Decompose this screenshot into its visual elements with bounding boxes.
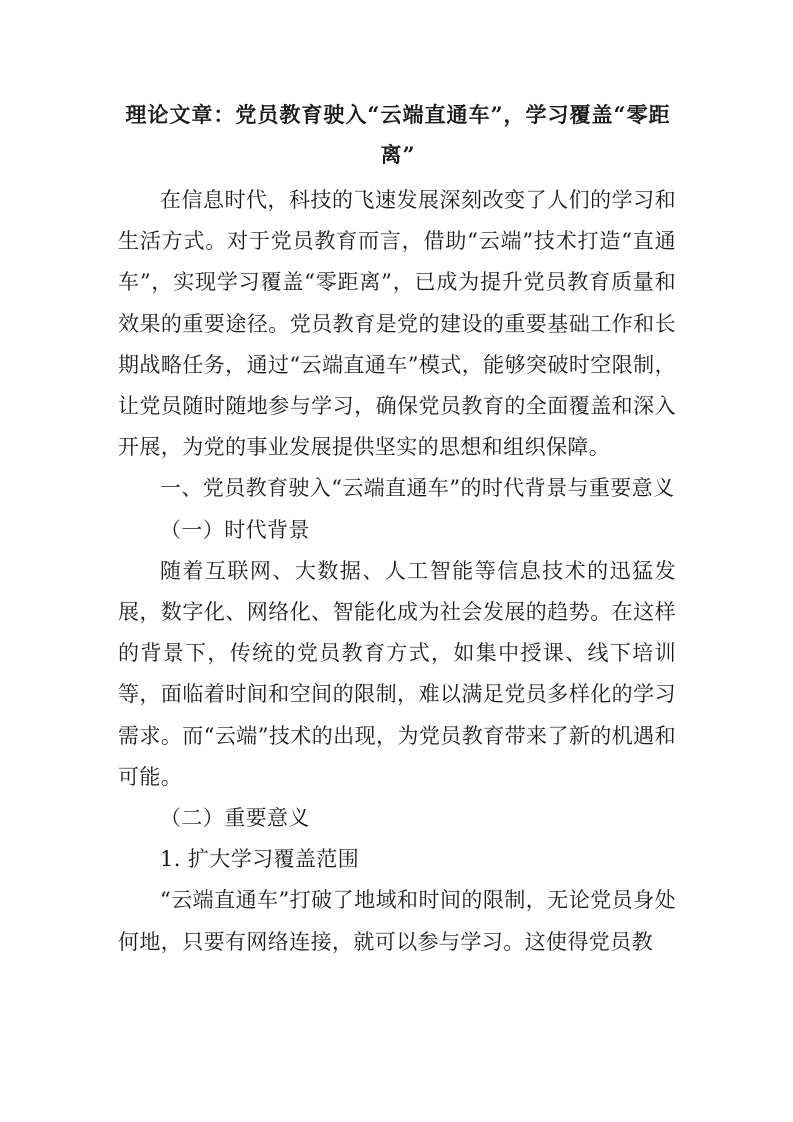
heading-subsection-1: （一）时代背景 [160, 517, 310, 542]
paragraph-intro: 在信息时代，科技的飞速发展深刻改变了人们的学习和生活方式。对于党员教育而言，借助“云端”技术打造“直通车”，实现学习覆盖“零距离”，已成为提升党员教育质量和效果的重要途径。党员教育是党的建设的重要基础工作和长期战略任务，通过“云端直通车”模式，能够突破时空限制，让党员随时随地参与学习，确保党员教育的全面覆盖和深入开展，为党的事业发展提供坚实的思想和组织保障。 [118, 188, 676, 460]
document-title: 理论文章：党员教育驶入“云端直通车”，学习覆盖“零距离” [125, 102, 671, 167]
paragraph-coverage: “云端直通车”打破了地域和时间的限制，无论党员身处何地，只要有网络连接，就可以参与学习。这使得党员教 [118, 888, 676, 954]
heading-item-1: 1. 扩大学习覆盖范围 [160, 847, 360, 872]
document-body [118, 180, 676, 963]
heading-section-1: 一、党员教育驶入“云端直通车”的时代背景与重要意义 [160, 476, 675, 501]
heading-subsection-2: （二）重要意义 [160, 806, 310, 831]
paragraph-background: 随着互联网、大数据、人工智能等信息技术的迅猛发展，数字化、网络化、智能化成为社会发展的趋势。在这样的背景下，传统的党员教育方式，如集中授课、线下培训等，面临着时间和空间的限制，难以满足党员多样化的学习需求。而“云端”技术的出现，为党员教育带来了新的机遇和可能。 [118, 558, 676, 789]
